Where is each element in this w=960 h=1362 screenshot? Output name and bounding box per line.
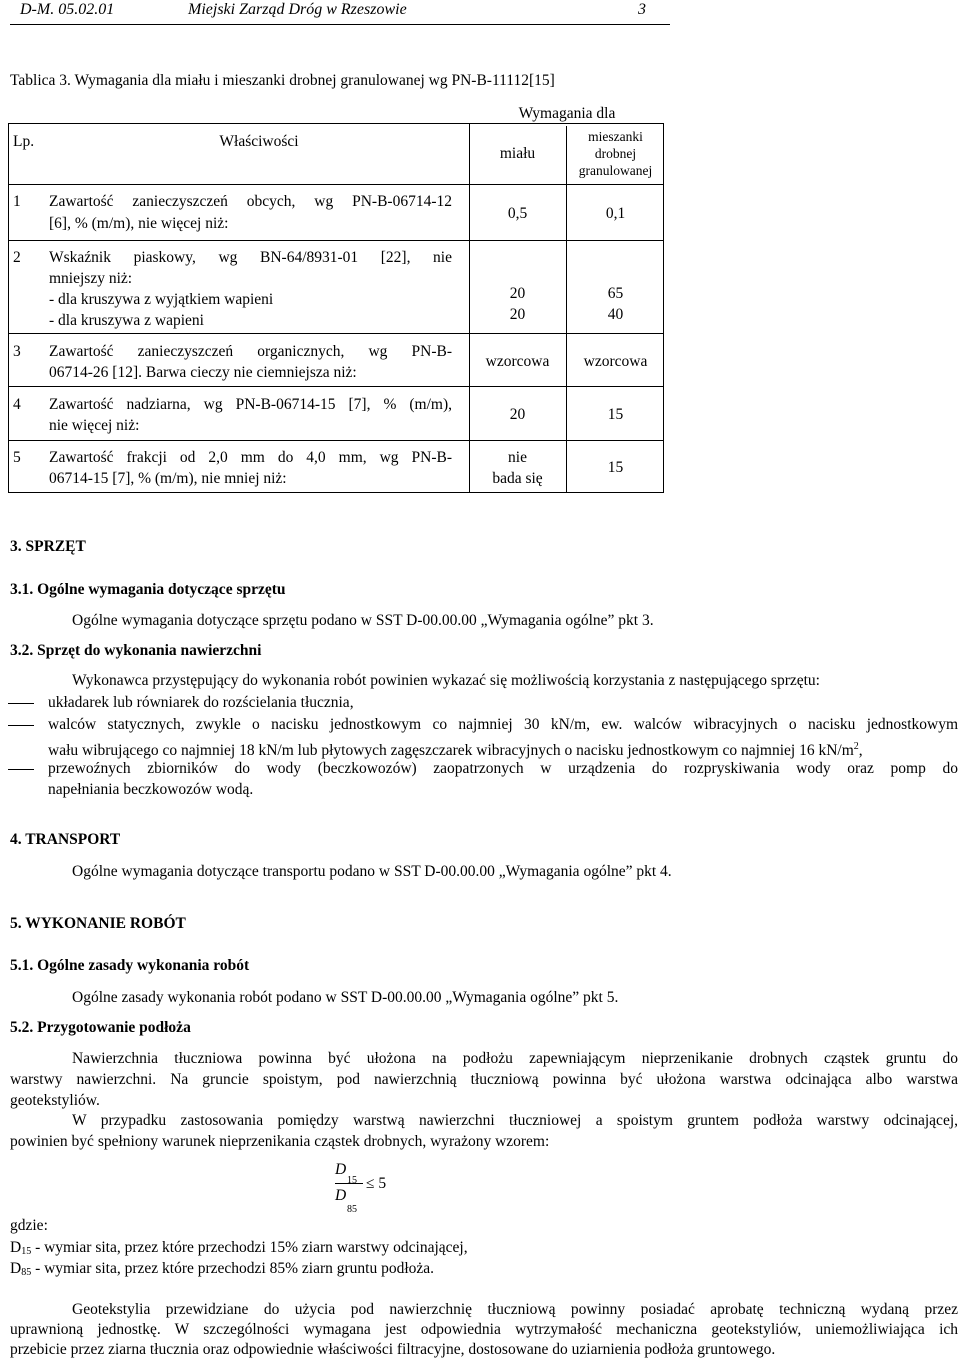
formula-denominator-sub: 85 xyxy=(347,1204,357,1215)
row4-mixture: 15 xyxy=(607,406,624,423)
row2-text-4: - dla kruszywa z wapieni xyxy=(49,312,204,329)
section-3-1-title: 3.1. Ogólne wymagania dotyczące sprzętu xyxy=(10,581,286,598)
section-5-2-title: 5.2. Przygotowanie podłoża xyxy=(10,1019,191,1036)
paragraph-3-line-1: Geotekstylia przewidziane do użycia pod nawierzchnię tłuczniową powinny posiadać aprobatę techniczną wydaną przez xyxy=(72,1301,958,1318)
paragraph-1-line-1: Nawierzchnia tłuczniowa powinna być ułożona na podłożu zapewniającym nieprzenikanie drobnych cząstek gruntu do xyxy=(72,1050,958,1067)
header-properties: Właściwości xyxy=(219,133,299,150)
requirements-table xyxy=(8,105,664,493)
list-dash xyxy=(8,703,34,704)
row2-text-1: Wskaźnik piaskowy, wg BN-64/8931-01 [22], nie xyxy=(49,249,452,266)
section-5-title: 5. WYKONANIE ROBÓT xyxy=(10,915,186,932)
list-dash xyxy=(8,725,34,726)
row3-mial: wzorcowa xyxy=(485,353,550,370)
row5-text-2: 06714-15 [7], % (m/m), nie mniej niż: xyxy=(49,470,287,487)
row1-mial: 0,5 xyxy=(507,205,528,222)
equipment-item-1: układarek lub równiarek do rozścielania tłucznia, xyxy=(48,694,354,711)
row1-text-1: Zawartość zanieczyszczeń obcych, wg PN-B-06714-12 xyxy=(49,193,452,210)
header-mixture: mieszanki drobnej granulowanej xyxy=(578,129,653,178)
row2-mial-a: 20 xyxy=(509,285,526,302)
org-name: Miejski Zarząd Dróg w Rzeszowie xyxy=(188,1,407,18)
page-number: 3 xyxy=(638,1,646,18)
header-lp: Lp. xyxy=(13,133,35,150)
doc-code: D-M. 05.02.01 xyxy=(20,1,115,18)
formula-numerator-D: D xyxy=(335,1161,347,1178)
formula-numerator-sub: 15 xyxy=(347,1175,357,1186)
row2-text-3: - dla kruszywa z wyjątkiem wapieni xyxy=(49,291,274,308)
row5-mial-1: nie xyxy=(508,449,527,466)
paragraph-1-line-2: warstwy nawierzchni. Na gruncie spoistym, pod nawierzchnią tłuczniową powinna być ułożona warstwa odcinająca albo warstwa xyxy=(10,1071,958,1088)
row4-mial: 20 xyxy=(509,406,526,423)
row4-text-2: nie więcej niż: xyxy=(49,417,140,434)
row3-lp: 3 xyxy=(13,343,21,360)
row5-mial-2: bada się xyxy=(492,470,543,487)
section-3-1-text: Ogólne wymagania dotyczące sprzętu podano w SST D-00.00.00 „Wymagania ogólne” pkt 3. xyxy=(72,612,654,629)
row2-lp: 2 xyxy=(13,249,21,266)
d15-definition: $D_{15}$ - wymiar sita, przez które przechodzi 15% ziarn warstwy odcinającej, xyxy=(10,1239,468,1257)
header-requirements: Wymagania dla xyxy=(518,105,616,122)
row3-text-1: Zawartość zanieczyszczeń organicznych, wg PN-B- xyxy=(49,343,452,360)
paragraph-3-line-3: przebicie przez ziarna tłucznia oraz odpowiednie właściwości filtracyjne, dostosowane do uziarnienia podłoża gruntowego. xyxy=(10,1341,776,1358)
page-header xyxy=(10,0,670,25)
d85-definition: $D_{85}$ - wymiar sita, przez które przechodzi 85% ziarn gruntu podłoża. xyxy=(10,1260,435,1278)
paragraph-2-line-2: powinien być spełniony warunek nieprzenikania cząstek drobnych, wyrażony wzorem: xyxy=(10,1133,550,1150)
formula-le-5: ≤ 5 xyxy=(366,1175,387,1192)
row2-mial-b: 20 xyxy=(509,306,526,323)
list-dash xyxy=(8,769,34,770)
table-caption: Tablica 3. Wymagania dla miału i mieszanki drobnej granulowanej wg PN-B-11112[15] xyxy=(10,72,555,89)
section-3-2-title: 3.2. Sprzęt do wykonania nawierzchni xyxy=(10,642,262,659)
equipment-item-2: walców statycznych, zwykle o nacisku jednostkowym co najmniej 30 kN/m, ew. walców wibracyjnych o nacisku jednostkowym xyxy=(48,716,958,733)
row1-text-2: [6], % (m/m), nie więcej niż: xyxy=(49,215,229,232)
section-3-2-intro: Wykonawca przystępujący do wykonania robót powinien wykazać się możliwością korzystania z następującego sprzętu: xyxy=(72,672,820,689)
formula-fraction-bar xyxy=(335,1183,363,1184)
formula-denominator-D: D xyxy=(335,1187,347,1204)
row5-mixture: 15 xyxy=(607,459,624,476)
paragraph-2-line-1: W przypadku zastosowania pomiędzy warstwą nawierzchni tłuczniowej a spoistym gruntem podłoża warstwy odcinającej, xyxy=(72,1112,958,1129)
section-5-1-text: Ogólne zasady wykonania robót podano w SST D-00.00.00 „Wymagania ogólne” pkt 5. xyxy=(72,989,619,1006)
paragraph-1-line-3: geotekstyliów. xyxy=(10,1092,100,1109)
equipment-item-3-cont: napełniania beczkowozów wodą. xyxy=(48,781,254,798)
row4-text-1: Zawartość nadziarna, wg PN-B-06714-15 [7], % (m/m), xyxy=(49,396,452,413)
section-5-1-title: 5.1. Ogólne zasady wykonania robót xyxy=(10,957,250,974)
section-4-text: Ogólne wymagania dotyczące transportu podano w SST D-00.00.00 „Wymagania ogólne” pkt 4. xyxy=(72,863,672,880)
gdzie-label: gdzie: xyxy=(10,1217,48,1234)
section-3-title: 3. SPRZĘT xyxy=(10,538,86,555)
row5-text-1: Zawartość frakcji od 2,0 mm do 4,0 mm, wg PN-B- xyxy=(49,449,452,466)
row5-lp: 5 xyxy=(13,449,21,466)
row4-lp: 4 xyxy=(13,396,21,413)
paragraph-3-line-2: uprawnioną jednostkę. W szczególności wymagana jest odpowiednia wytrzymałość mechaniczna geotekstyliów, uniemożliwiająca ich xyxy=(10,1321,958,1338)
section-4-title: 4. TRANSPORT xyxy=(10,831,121,848)
header-mial: miału xyxy=(499,145,536,162)
row2-mix-b: 40 xyxy=(607,306,624,323)
row3-mixture: wzorcowa xyxy=(583,353,648,370)
row2-text-2: mniejszy niż: xyxy=(49,270,133,287)
row3-text-2: 06714-26 [12]. Barwa cieczy nie ciemniejsza niż: xyxy=(49,364,357,381)
equipment-item-3: przewoźnych zbiorników do wody (beczkowozów) zaopatrzonych w urządzenia do rozpryskiwania wody oraz pomp do xyxy=(48,760,958,777)
row2-mix-a: 65 xyxy=(607,285,624,302)
row1-mixture: 0,1 xyxy=(605,205,626,222)
row1-lp: 1 xyxy=(13,193,21,210)
equipment-item-2-cont: wału wibrującego co najmniej 18 kN/m lub płytowych zagęszczarek wibracyjnych o nacisku jednostkowym co najmniej 16 $kN/m^2$, xyxy=(48,741,863,760)
